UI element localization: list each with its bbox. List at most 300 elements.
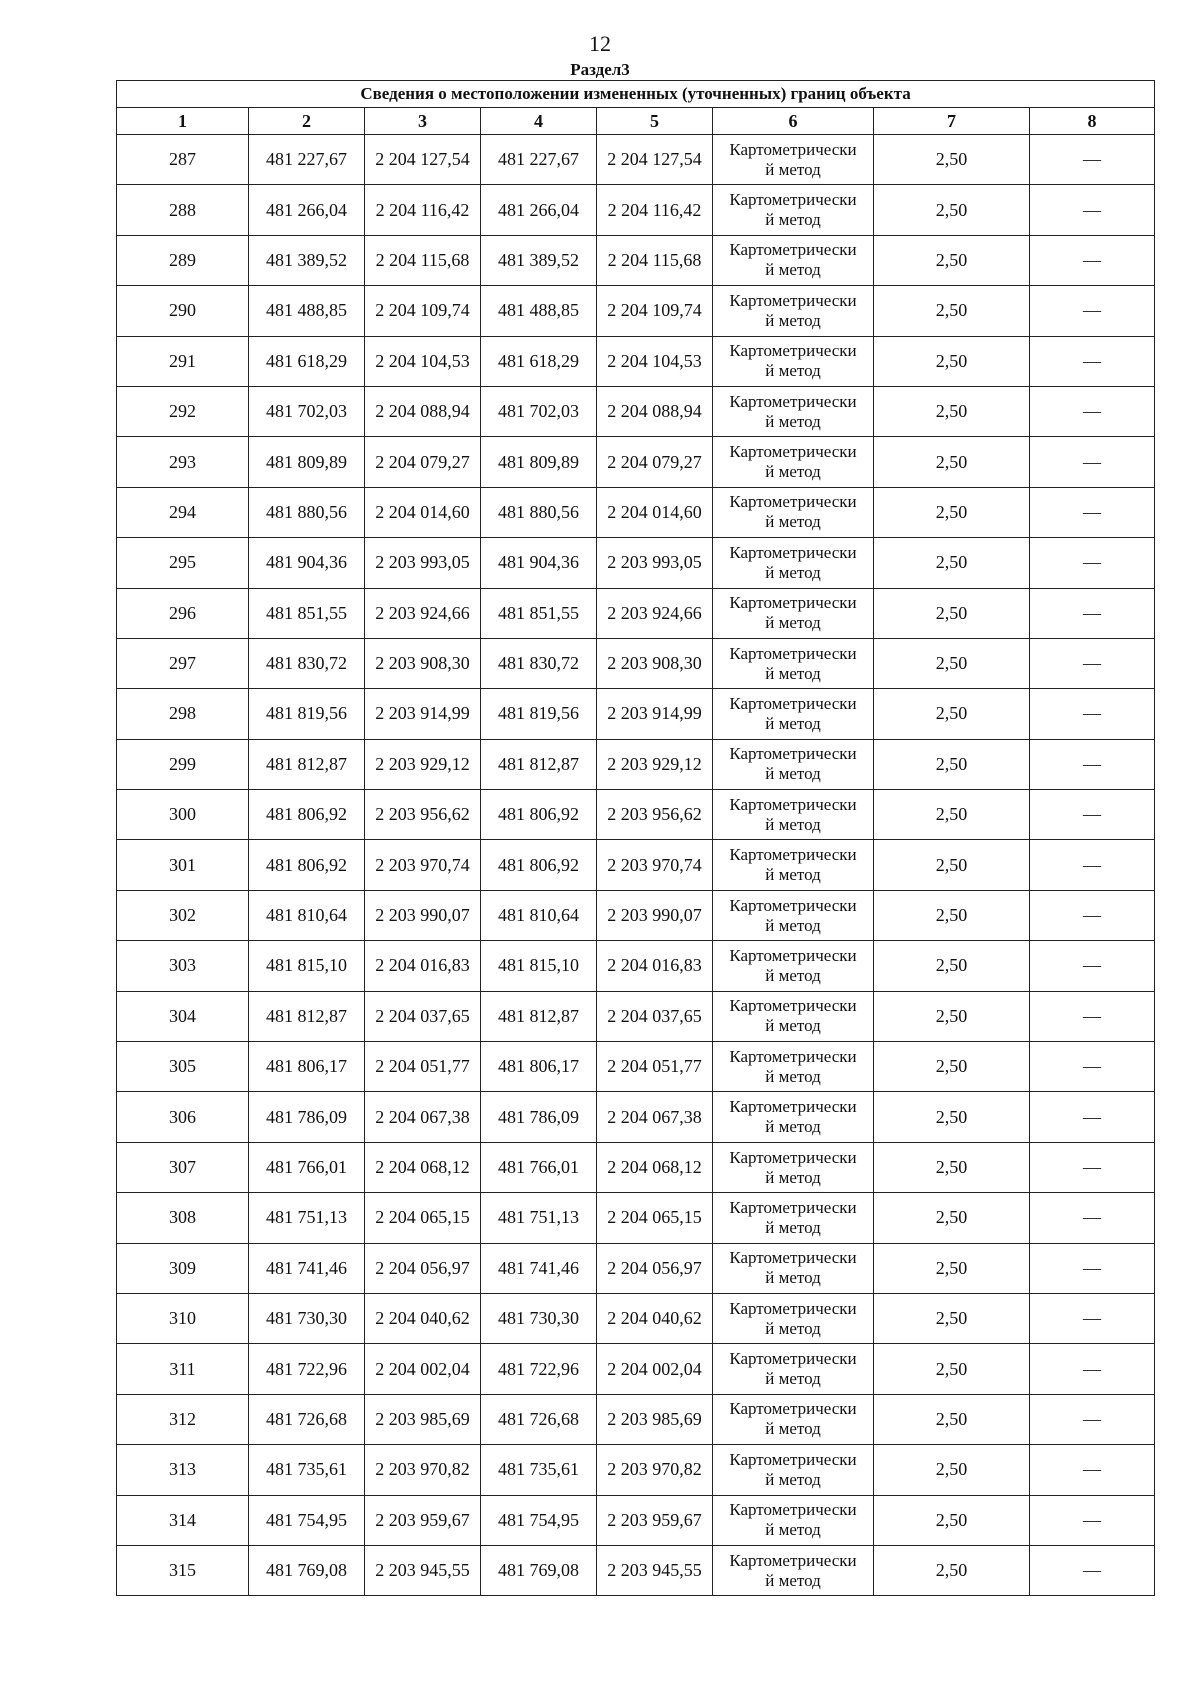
refined-x-cell: 481 819,56: [481, 689, 597, 739]
method-text: й метод: [765, 1016, 821, 1036]
method-text: Картометрически: [729, 190, 857, 210]
existing-y-cell: 2 203 914,99: [365, 689, 481, 739]
method-text: й метод: [765, 1520, 821, 1540]
point-number-cell: 292: [117, 386, 249, 436]
method-cell: [713, 689, 874, 739]
refined-x-cell: 481 904,36: [481, 538, 597, 588]
refined-y-cell: 2 203 959,67: [597, 1495, 713, 1545]
table-row: [117, 689, 1155, 739]
method-text: й метод: [765, 764, 821, 784]
method-text: й метод: [765, 411, 821, 431]
refined-x-cell: 481 389,52: [481, 235, 597, 285]
method-text: й метод: [765, 663, 821, 683]
method-text: Картометрически: [729, 492, 857, 512]
point-description-cell: —: [1030, 1092, 1155, 1142]
point-description-cell: —: [1030, 538, 1155, 588]
column-number: 7: [874, 108, 1030, 135]
point-number-cell: 307: [117, 1142, 249, 1192]
table-row: [117, 790, 1155, 840]
method-text: Картометрически: [729, 290, 857, 310]
point-description-cell: —: [1030, 790, 1155, 840]
method-text: й метод: [765, 159, 821, 179]
existing-x-cell: 481 730,30: [249, 1293, 365, 1343]
accuracy-cell: 2,50: [874, 588, 1030, 638]
method-text: й метод: [765, 1268, 821, 1288]
existing-x-cell: 481 726,68: [249, 1394, 365, 1444]
accuracy-cell: 2,50: [874, 1142, 1030, 1192]
accuracy-cell: 2,50: [874, 1495, 1030, 1545]
method-text: Картометрически: [729, 442, 857, 462]
method-cell: [713, 1495, 874, 1545]
refined-y-cell: 2 203 990,07: [597, 890, 713, 940]
table-row: [117, 1495, 1155, 1545]
accuracy-cell: 2,50: [874, 336, 1030, 386]
refined-x-cell: 481 830,72: [481, 638, 597, 688]
table-row: [117, 1344, 1155, 1394]
method-cell: [713, 1042, 874, 1092]
method-text: Картометрически: [729, 1097, 857, 1117]
point-description-cell: —: [1030, 1495, 1155, 1545]
method-text: й метод: [765, 1167, 821, 1187]
method-text: Картометрически: [729, 794, 857, 814]
point-number-cell: 313: [117, 1445, 249, 1495]
method-text: й метод: [765, 1066, 821, 1086]
refined-y-cell: 2 204 040,62: [597, 1293, 713, 1343]
refined-x-cell: 481 806,92: [481, 790, 597, 840]
existing-x-cell: 481 735,61: [249, 1445, 365, 1495]
column-number: 3: [365, 108, 481, 135]
point-description-cell: —: [1030, 1445, 1155, 1495]
column-number: 8: [1030, 108, 1155, 135]
refined-x-cell: 481 766,01: [481, 1142, 597, 1192]
point-description-cell: —: [1030, 286, 1155, 336]
table-caption-row: [117, 81, 1155, 108]
accuracy-cell: 2,50: [874, 135, 1030, 185]
existing-y-cell: 2 204 051,77: [365, 1042, 481, 1092]
refined-x-cell: 481 754,95: [481, 1495, 597, 1545]
accuracy-cell: 2,50: [874, 991, 1030, 1041]
method-text: Картометрически: [729, 693, 857, 713]
existing-x-cell: 481 809,89: [249, 437, 365, 487]
refined-y-cell: 2 204 051,77: [597, 1042, 713, 1092]
refined-x-cell: 481 880,56: [481, 487, 597, 537]
section-title: Раздел3: [570, 60, 630, 79]
point-description-cell: —: [1030, 1394, 1155, 1444]
table-row: [117, 1394, 1155, 1444]
existing-y-cell: 2 203 985,69: [365, 1394, 481, 1444]
refined-x-cell: 481 809,89: [481, 437, 597, 487]
refined-y-cell: 2 204 002,04: [597, 1344, 713, 1394]
point-number-cell: 314: [117, 1495, 249, 1545]
accuracy-cell: 2,50: [874, 1092, 1030, 1142]
accuracy-cell: 2,50: [874, 386, 1030, 436]
refined-y-cell: 2 204 127,54: [597, 135, 713, 185]
existing-y-cell: 2 204 068,12: [365, 1142, 481, 1192]
existing-x-cell: 481 741,46: [249, 1243, 365, 1293]
accuracy-cell: 2,50: [874, 185, 1030, 235]
method-cell: [713, 386, 874, 436]
existing-x-cell: 481 702,03: [249, 386, 365, 436]
method-text: й метод: [765, 865, 821, 885]
table-row: [117, 588, 1155, 638]
method-text: й метод: [765, 1419, 821, 1439]
method-text: й метод: [765, 1469, 821, 1489]
boundary-coordinates-table: [116, 80, 1155, 1596]
method-text: й метод: [765, 1369, 821, 1389]
point-description-cell: —: [1030, 890, 1155, 940]
existing-y-cell: 2 204 002,04: [365, 1344, 481, 1394]
accuracy-cell: 2,50: [874, 1344, 1030, 1394]
method-cell: [713, 1445, 874, 1495]
method-cell: [713, 588, 874, 638]
refined-y-cell: 2 204 016,83: [597, 941, 713, 991]
existing-y-cell: 2 204 116,42: [365, 185, 481, 235]
existing-x-cell: 481 806,92: [249, 790, 365, 840]
table-row: [117, 739, 1155, 789]
existing-x-cell: 481 806,17: [249, 1042, 365, 1092]
method-text: й метод: [765, 613, 821, 633]
accuracy-cell: 2,50: [874, 286, 1030, 336]
accuracy-cell: 2,50: [874, 1445, 1030, 1495]
point-description-cell: —: [1030, 135, 1155, 185]
method-text: й метод: [765, 260, 821, 280]
method-cell: [713, 235, 874, 285]
accuracy-cell: 2,50: [874, 538, 1030, 588]
table-row: [117, 135, 1155, 185]
method-text: Картометрически: [729, 1147, 857, 1167]
existing-x-cell: 481 227,67: [249, 135, 365, 185]
existing-x-cell: 481 618,29: [249, 336, 365, 386]
table-row: [117, 386, 1155, 436]
method-text: й метод: [765, 1570, 821, 1590]
refined-y-cell: 2 204 115,68: [597, 235, 713, 285]
column-number: 1: [117, 108, 249, 135]
existing-x-cell: 481 786,09: [249, 1092, 365, 1142]
refined-y-cell: 2 203 929,12: [597, 739, 713, 789]
existing-y-cell: 2 203 908,30: [365, 638, 481, 688]
point-description-cell: —: [1030, 739, 1155, 789]
existing-y-cell: 2 204 065,15: [365, 1193, 481, 1243]
existing-y-cell: 2 203 970,82: [365, 1445, 481, 1495]
refined-y-cell: 2 203 908,30: [597, 638, 713, 688]
table-row: [117, 235, 1155, 285]
existing-y-cell: 2 204 127,54: [365, 135, 481, 185]
refined-y-cell: 2 203 914,99: [597, 689, 713, 739]
refined-y-cell: 2 204 068,12: [597, 1142, 713, 1192]
method-cell: [713, 1394, 874, 1444]
method-cell: [713, 437, 874, 487]
point-number-cell: 298: [117, 689, 249, 739]
accuracy-cell: 2,50: [874, 1042, 1030, 1092]
refined-y-cell: 2 204 104,53: [597, 336, 713, 386]
method-text: й метод: [765, 310, 821, 330]
refined-x-cell: 481 769,08: [481, 1545, 597, 1595]
refined-y-cell: 2 203 970,82: [597, 1445, 713, 1495]
method-text: й метод: [765, 915, 821, 935]
table-row: [117, 638, 1155, 688]
point-number-cell: 311: [117, 1344, 249, 1394]
existing-y-cell: 2 203 945,55: [365, 1545, 481, 1595]
existing-x-cell: 481 851,55: [249, 588, 365, 638]
existing-y-cell: 2 203 970,74: [365, 840, 481, 890]
existing-x-cell: 481 769,08: [249, 1545, 365, 1595]
point-description-cell: —: [1030, 1293, 1155, 1343]
table-row: [117, 336, 1155, 386]
column-number: 6: [713, 108, 874, 135]
method-text: й метод: [765, 713, 821, 733]
refined-y-cell: 2 204 116,42: [597, 185, 713, 235]
refined-y-cell: 2 203 985,69: [597, 1394, 713, 1444]
table-row: [117, 437, 1155, 487]
table-row: [117, 941, 1155, 991]
refined-x-cell: 481 488,85: [481, 286, 597, 336]
point-description-cell: —: [1030, 991, 1155, 1041]
method-cell: [713, 991, 874, 1041]
accuracy-cell: 2,50: [874, 689, 1030, 739]
point-number-cell: 303: [117, 941, 249, 991]
column-number: 5: [597, 108, 713, 135]
point-number-cell: 309: [117, 1243, 249, 1293]
table-row: [117, 1293, 1155, 1343]
accuracy-cell: 2,50: [874, 890, 1030, 940]
accuracy-cell: 2,50: [874, 638, 1030, 688]
method-text: Картометрически: [729, 945, 857, 965]
accuracy-cell: 2,50: [874, 941, 1030, 991]
refined-x-cell: 481 751,13: [481, 1193, 597, 1243]
refined-x-cell: 481 741,46: [481, 1243, 597, 1293]
refined-x-cell: 481 806,92: [481, 840, 597, 890]
column-number: 4: [481, 108, 597, 135]
method-cell: [713, 638, 874, 688]
accuracy-cell: 2,50: [874, 437, 1030, 487]
point-number-cell: 301: [117, 840, 249, 890]
refined-y-cell: 2 203 956,62: [597, 790, 713, 840]
accuracy-cell: 2,50: [874, 487, 1030, 537]
table-row: [117, 286, 1155, 336]
point-number-cell: 305: [117, 1042, 249, 1092]
table-row: [117, 1243, 1155, 1293]
accuracy-cell: 2,50: [874, 790, 1030, 840]
table-row: [117, 1042, 1155, 1092]
existing-x-cell: 481 819,56: [249, 689, 365, 739]
accuracy-cell: 2,50: [874, 1193, 1030, 1243]
method-text: Картометрически: [729, 643, 857, 663]
refined-y-cell: 2 204 014,60: [597, 487, 713, 537]
method-text: Картометрически: [729, 996, 857, 1016]
existing-y-cell: 2 203 993,05: [365, 538, 481, 588]
method-cell: [713, 1193, 874, 1243]
point-description-cell: —: [1030, 1545, 1155, 1595]
table-row: [117, 1142, 1155, 1192]
existing-y-cell: 2 203 956,62: [365, 790, 481, 840]
accuracy-cell: 2,50: [874, 840, 1030, 890]
method-text: Картометрически: [729, 1399, 857, 1419]
table-body: [117, 135, 1155, 1596]
point-description-cell: —: [1030, 336, 1155, 386]
point-description-cell: —: [1030, 840, 1155, 890]
existing-x-cell: 481 751,13: [249, 1193, 365, 1243]
table-row: [117, 538, 1155, 588]
refined-x-cell: 481 702,03: [481, 386, 597, 436]
existing-y-cell: 2 203 929,12: [365, 739, 481, 789]
point-number-cell: 302: [117, 890, 249, 940]
method-cell: [713, 1293, 874, 1343]
point-description-cell: —: [1030, 437, 1155, 487]
column-number-row: [117, 108, 1155, 135]
point-description-cell: —: [1030, 1042, 1155, 1092]
method-text: Картометрически: [729, 593, 857, 613]
point-number-cell: 296: [117, 588, 249, 638]
point-number-cell: 310: [117, 1293, 249, 1343]
method-text: Картометрически: [729, 1550, 857, 1570]
point-description-cell: —: [1030, 1344, 1155, 1394]
point-description-cell: —: [1030, 689, 1155, 739]
existing-y-cell: 2 203 990,07: [365, 890, 481, 940]
method-text: Картометрически: [729, 341, 857, 361]
method-text: Картометрически: [729, 845, 857, 865]
refined-y-cell: 2 204 067,38: [597, 1092, 713, 1142]
table-row: [117, 185, 1155, 235]
existing-y-cell: 2 204 014,60: [365, 487, 481, 537]
table-row: [117, 840, 1155, 890]
method-cell: [713, 1092, 874, 1142]
existing-x-cell: 481 754,95: [249, 1495, 365, 1545]
page-number: 12: [589, 31, 611, 56]
existing-y-cell: 2 204 104,53: [365, 336, 481, 386]
method-cell: [713, 739, 874, 789]
accuracy-cell: 2,50: [874, 739, 1030, 789]
method-text: й метод: [765, 814, 821, 834]
point-description-cell: —: [1030, 487, 1155, 537]
existing-x-cell: 481 266,04: [249, 185, 365, 235]
table-row: [117, 991, 1155, 1041]
refined-y-cell: 2 204 079,27: [597, 437, 713, 487]
method-text: Картометрически: [729, 1298, 857, 1318]
method-cell: [713, 1142, 874, 1192]
point-number-cell: 294: [117, 487, 249, 537]
existing-y-cell: 2 204 088,94: [365, 386, 481, 436]
refined-y-cell: 2 204 088,94: [597, 386, 713, 436]
existing-x-cell: 481 766,01: [249, 1142, 365, 1192]
existing-y-cell: 2 204 067,38: [365, 1092, 481, 1142]
table-caption: Сведения о местоположении измененных (уточненных) границ объекта: [117, 81, 1155, 108]
existing-y-cell: 2 204 056,97: [365, 1243, 481, 1293]
method-text: Картометрически: [729, 391, 857, 411]
method-text: Картометрически: [729, 1197, 857, 1217]
accuracy-cell: 2,50: [874, 1293, 1030, 1343]
existing-x-cell: 481 722,96: [249, 1344, 365, 1394]
table-row: [117, 890, 1155, 940]
existing-x-cell: 481 389,52: [249, 235, 365, 285]
point-number-cell: 291: [117, 336, 249, 386]
method-text: Картометрически: [729, 240, 857, 260]
refined-x-cell: 481 726,68: [481, 1394, 597, 1444]
point-description-cell: —: [1030, 638, 1155, 688]
method-cell: [713, 840, 874, 890]
refined-y-cell: 2 204 056,97: [597, 1243, 713, 1293]
method-text: Картометрически: [729, 139, 857, 159]
method-cell: [713, 1243, 874, 1293]
existing-y-cell: 2 204 079,27: [365, 437, 481, 487]
accuracy-cell: 2,50: [874, 1243, 1030, 1293]
point-number-cell: 288: [117, 185, 249, 235]
method-text: й метод: [765, 562, 821, 582]
method-text: Картометрически: [729, 1046, 857, 1066]
method-text: й метод: [765, 361, 821, 381]
point-description-cell: —: [1030, 386, 1155, 436]
refined-y-cell: 2 203 993,05: [597, 538, 713, 588]
point-number-cell: 293: [117, 437, 249, 487]
refined-x-cell: 481 735,61: [481, 1445, 597, 1495]
method-text: й метод: [765, 512, 821, 532]
point-number-cell: 315: [117, 1545, 249, 1595]
refined-x-cell: 481 815,10: [481, 941, 597, 991]
method-text: й метод: [765, 462, 821, 482]
method-text: й метод: [765, 210, 821, 230]
refined-y-cell: 2 204 109,74: [597, 286, 713, 336]
refined-y-cell: 2 203 924,66: [597, 588, 713, 638]
method-text: й метод: [765, 1117, 821, 1137]
existing-x-cell: 481 880,56: [249, 487, 365, 537]
refined-x-cell: 481 810,64: [481, 890, 597, 940]
method-text: Картометрически: [729, 1500, 857, 1520]
table-row: [117, 487, 1155, 537]
table-row: [117, 1092, 1155, 1142]
existing-y-cell: 2 204 040,62: [365, 1293, 481, 1343]
existing-y-cell: 2 203 924,66: [365, 588, 481, 638]
point-number-cell: 304: [117, 991, 249, 1041]
existing-y-cell: 2 204 037,65: [365, 991, 481, 1041]
point-number-cell: 306: [117, 1092, 249, 1142]
method-text: й метод: [765, 1217, 821, 1237]
existing-y-cell: 2 203 959,67: [365, 1495, 481, 1545]
method-cell: [713, 1545, 874, 1595]
existing-x-cell: 481 810,64: [249, 890, 365, 940]
point-description-cell: —: [1030, 1243, 1155, 1293]
point-description-cell: —: [1030, 235, 1155, 285]
existing-y-cell: 2 204 115,68: [365, 235, 481, 285]
method-text: Картометрически: [729, 1349, 857, 1369]
existing-x-cell: 481 806,92: [249, 840, 365, 890]
table-row: [117, 1193, 1155, 1243]
point-number-cell: 299: [117, 739, 249, 789]
table-row: [117, 1445, 1155, 1495]
method-cell: [713, 487, 874, 537]
method-cell: [713, 941, 874, 991]
refined-x-cell: 481 722,96: [481, 1344, 597, 1394]
accuracy-cell: 2,50: [874, 1545, 1030, 1595]
refined-x-cell: 481 812,87: [481, 739, 597, 789]
method-cell: [713, 890, 874, 940]
point-number-cell: 289: [117, 235, 249, 285]
accuracy-cell: 2,50: [874, 1394, 1030, 1444]
method-text: Картометрически: [729, 542, 857, 562]
refined-x-cell: 481 266,04: [481, 185, 597, 235]
point-number-cell: 290: [117, 286, 249, 336]
point-description-cell: —: [1030, 588, 1155, 638]
accuracy-cell: 2,50: [874, 235, 1030, 285]
refined-y-cell: 2 203 970,74: [597, 840, 713, 890]
method-cell: [713, 135, 874, 185]
point-description-cell: —: [1030, 185, 1155, 235]
method-text: Картометрически: [729, 744, 857, 764]
refined-x-cell: 481 730,30: [481, 1293, 597, 1343]
point-description-cell: —: [1030, 1142, 1155, 1192]
point-description-cell: —: [1030, 1193, 1155, 1243]
refined-y-cell: 2 203 945,55: [597, 1545, 713, 1595]
existing-x-cell: 481 812,87: [249, 991, 365, 1041]
refined-x-cell: 481 786,09: [481, 1092, 597, 1142]
